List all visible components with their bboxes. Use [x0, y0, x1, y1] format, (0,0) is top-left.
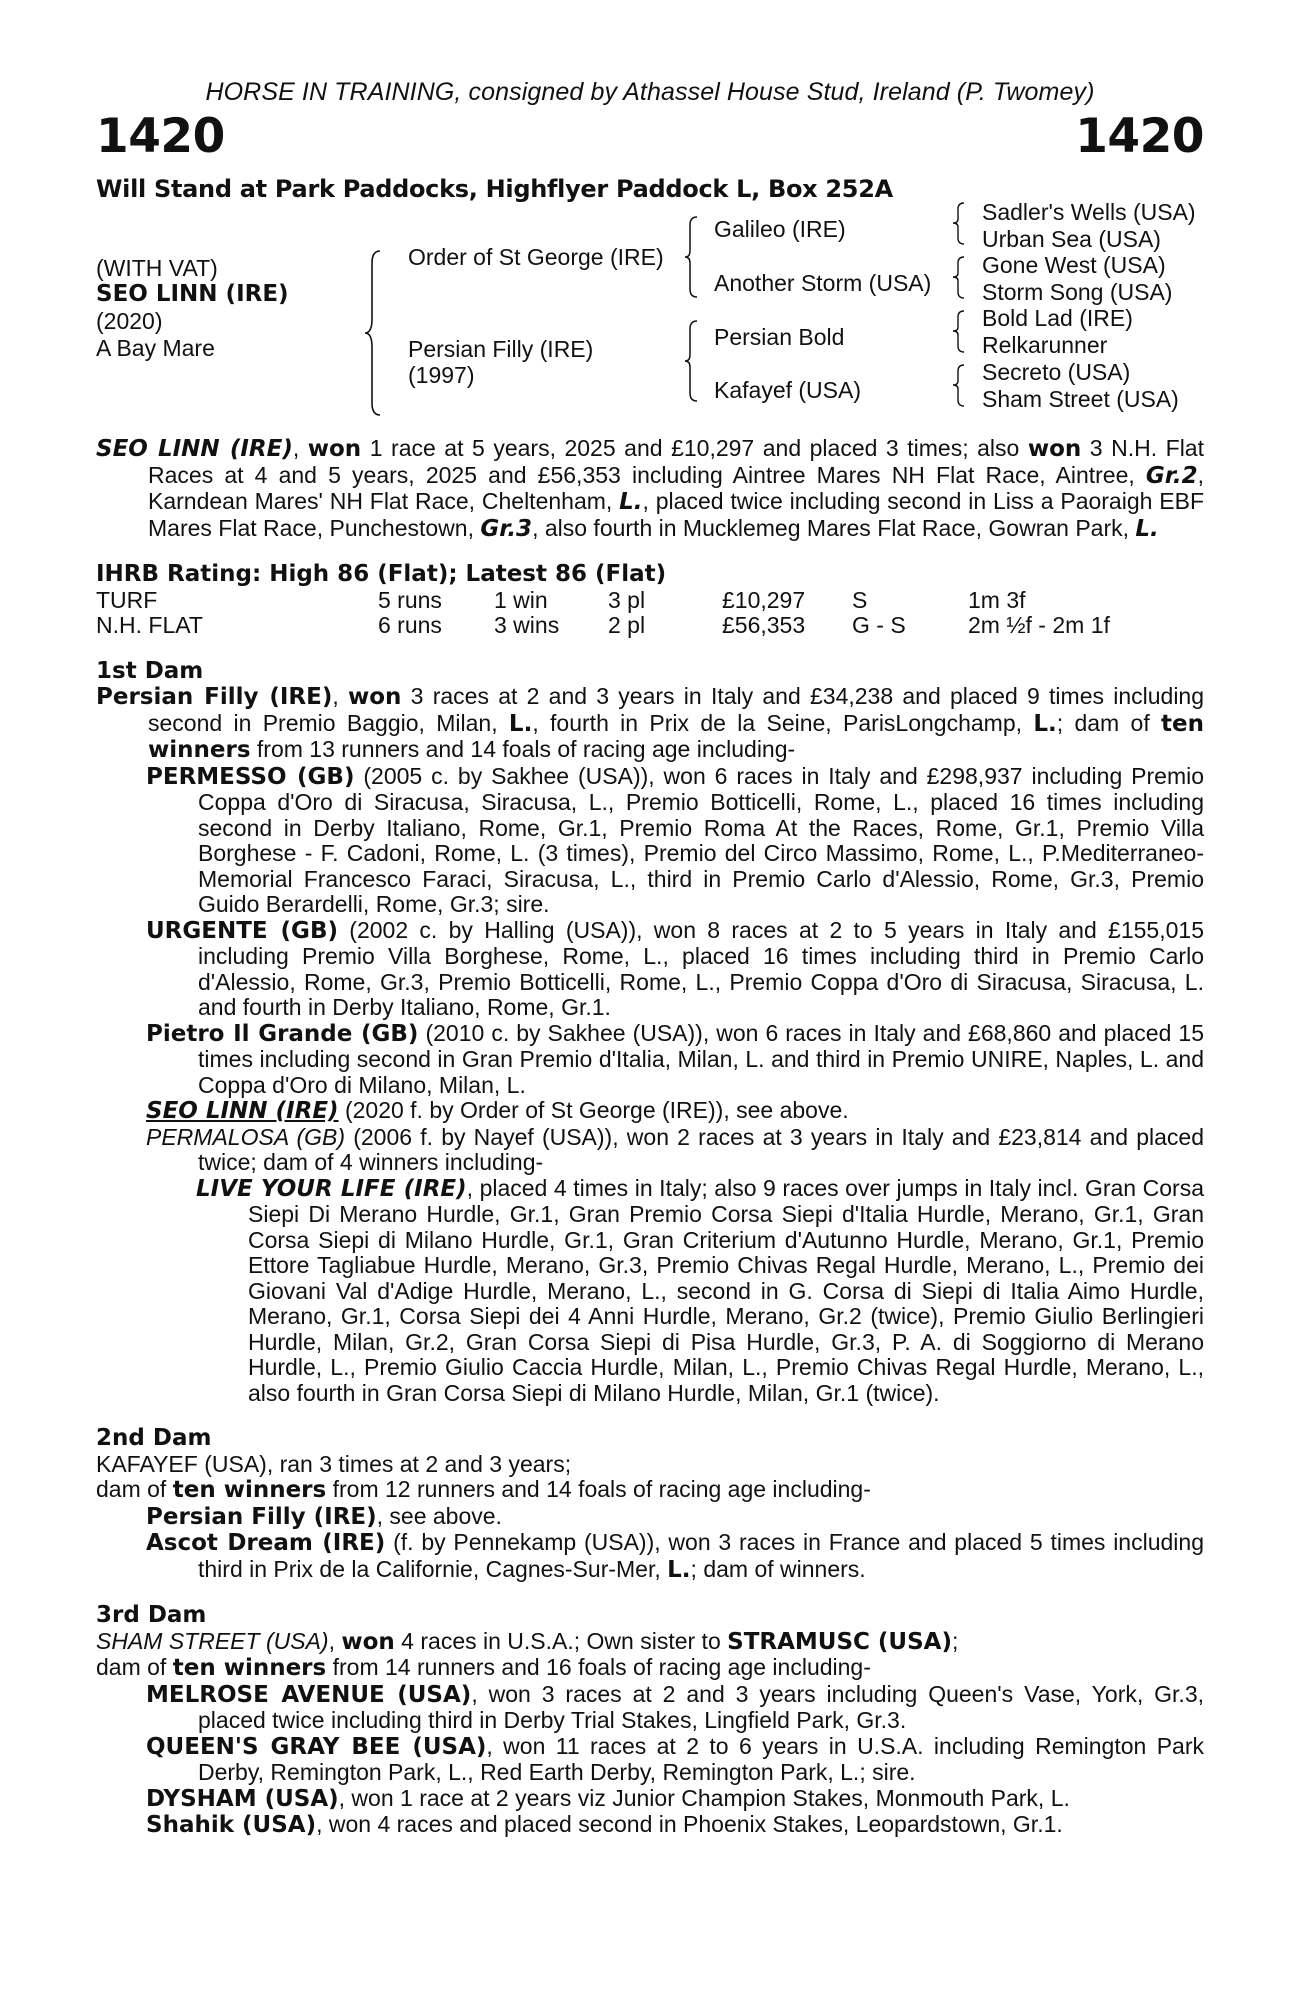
progeny-text: , won 1 race at 2 years viz Junior Champion Stakes, Monmouth Park, L.: [338, 1784, 1070, 1811]
summary-text: 1 race at 5 years, 2025 and £10,297 and placed 3 times; also: [361, 435, 1028, 461]
summary-horse-name: SEO LINN (IRE): [96, 436, 293, 462]
progeny-name: LIVE YOUR LIFE (IRE): [196, 1175, 467, 1202]
record-dist: 2m ½f - 2m 1f: [968, 612, 1110, 638]
summary-text: , placed twice including second in Liss a Paoraigh EBF Mares Flat Race, Punchestown,: [148, 488, 1204, 541]
second-dam-heading: 2nd Dam: [96, 1425, 212, 1451]
progeny-live-your-life: [96, 1176, 1204, 1407]
third-dam-name: SHAM STREET (USA): [96, 1627, 329, 1654]
record-runs: 5 runs: [378, 586, 442, 613]
grade-label: Gr.2: [1145, 462, 1198, 489]
dam-text: , fourth in Prix de la Seine, ParisLongchamp,: [532, 709, 1034, 736]
progeny-pietro: [96, 1021, 1204, 1099]
won-label: won: [348, 684, 402, 710]
second-dam-line: KAFAYEF (USA), ran 3 times at 2 and 3 years;: [96, 1450, 572, 1477]
progeny-name: DYSHAM (USA): [146, 1785, 339, 1812]
progeny-name: PERMALOSA (GB): [146, 1123, 346, 1150]
ten-winners: ten winners: [172, 1655, 327, 1681]
lot-number-row: [96, 109, 1204, 163]
catalogue-page: [96, 78, 1204, 1839]
record-dist: 1m 3f: [968, 586, 1026, 613]
progeny-text: ; dam of winners.: [690, 1555, 866, 1582]
progeny-shahik: [96, 1812, 1204, 1839]
progeny-permalosa: [96, 1125, 1204, 1176]
dam-text: 3 races at 2 and 3 years in Italy and £34,238 and placed 9 times including second in Premio Baggio, Milan,: [148, 683, 1205, 736]
summary-text: , also fourth in Mucklemeg Mares Flat Race, Gowran Park,: [532, 514, 1136, 541]
brace-ds: [952, 309, 966, 355]
record-amt: £56,353: [722, 612, 806, 638]
dam-text: 4 races in U.S.A.; Own sister to: [394, 1627, 728, 1654]
summary-text: 3 N.H. Flat Races at 4 and 5 years, 2025 and £56,353 including Aintree Mares NH Flat Race, Aintree,: [148, 435, 1204, 488]
progeny-queens-gray-bee: [96, 1734, 1204, 1786]
listed-label: L.: [1135, 515, 1159, 542]
first-dam-heading: 1st Dam: [96, 657, 204, 684]
sire-name: Order of St George (IRE): [408, 244, 664, 270]
first-dam-text: [96, 684, 1204, 764]
dam-text: ; dam of: [1056, 709, 1162, 736]
dam-dam-dam: Sham Street (USA): [982, 386, 1179, 412]
progeny-melrose-avenue: [96, 1682, 1204, 1734]
summary-won: won: [307, 436, 362, 462]
summary-text: , Karndean Mares' NH Flat Race, Cheltenham,: [148, 461, 1204, 514]
listed-label: L.: [508, 710, 533, 737]
record-pl: 3 pl: [608, 586, 646, 613]
lot-number-left: 1420: [96, 109, 225, 164]
progeny-urgente: [96, 918, 1204, 1021]
sire-sire-dam: Urban Sea (USA): [982, 226, 1161, 252]
first-dam-name: Persian Filly (IRE): [96, 684, 333, 710]
brace-dam: [684, 319, 700, 403]
horse-summary: [96, 436, 1204, 542]
progeny-text: (2006 f. by Nayef (USA)), won 2 races at 3 years in Italy and £23,814 and placed twice; dam of 4 winners including-: [198, 1123, 1204, 1175]
sire-dam-sire: Gone West (USA): [982, 252, 1166, 278]
second-dam-of: [96, 1477, 1204, 1504]
brace-dd: [952, 363, 966, 409]
stand-location: Will Stand at Park Paddocks, Highflyer Paddock L, Box 252A: [96, 175, 893, 203]
ten-winners: ten winners: [172, 1477, 327, 1503]
dam-text: dam of: [96, 1476, 173, 1502]
dam-text: from 14 runners and 16 foals of racing age including-: [326, 1654, 871, 1680]
horse-name: SEO LINN (IRE): [96, 281, 289, 307]
brace-main: [364, 249, 386, 417]
sire-sire-sire: Sadler's Wells (USA): [982, 199, 1196, 225]
vat-note: (WITH VAT): [96, 255, 218, 281]
progeny-name: QUEEN'S GRAY BEE (USA): [146, 1733, 487, 1760]
progeny-text: (f. by Pennekamp (USA)), won 3 races in France and placed 5 times including third in Prix de la Californie, Cagnes-Sur-Mer,: [198, 1529, 1204, 1582]
record-type: N.H. FLAT: [96, 612, 203, 638]
summary-text: ,: [292, 435, 308, 461]
ten-winners: ten winners: [148, 710, 1205, 763]
record-going: S: [852, 586, 868, 613]
dam-year: (1997): [408, 362, 475, 388]
progeny-name: SEO LINN (IRE): [146, 1098, 339, 1124]
dam-dam-sire: Secreto (USA): [982, 359, 1131, 385]
progeny-text: , placed 4 times in Italy; also 9 races over jumps in Italy incl. Gran Corsa Siepi Di Merano Hurdle, Gr.1, Gran Premio Corsa Siepi d'Italia Hurdle, Merano, Gr.1, Gran Corsa Siepi di Milano Hurdle, Gr.1, Gran Criterium d'Autunno Hurdle, Merano, Gr.1, Premio Ettore Tagliabue Hurdle, Merano, Gr.3, Premio Chivas Regal Hurdle, Merano, L., Premio dei Giovani Val d'Adige Hurdle, Merano, L., second in G. Corsa di Siepi di Italia Aimo Hurdle, Merano, Gr.1, Corsa Siepi dei 4 Anni Hurdle, Merano, Gr.2 (twice), Premio Giulio Berlingieri Hurdle, Milan, Gr.2, Gran Corsa Siepi di Pisa Hurdle, Gr.3, P. A. di Soggiorno di Merano Hurdle, L., Premio Giulio Caccia Hurdle, Milan, L., Premio Chivas Regal Hurdle, Merano, L., also fourth in Gran Corsa Siepi di Milano Hurdle, Milan, Gr.1 (twice).: [248, 1174, 1204, 1406]
dam-dam: Kafayef (USA): [714, 377, 861, 403]
comma: ,: [332, 683, 348, 709]
listed-label: L.: [1033, 710, 1057, 737]
progeny-text: , won 11 races at 2 to 6 years in U.S.A. including Remington Park Derby, Remington Park, L., Red Earth Derby, Remington Park, L.; sire.: [198, 1732, 1204, 1785]
horse-description: A Bay Mare: [96, 335, 215, 361]
progeny-text: (2010 c. by Sakhee (USA)), won 6 races in Italy and £68,860 and placed 15 times including second in Gran Premio d'Italia, Milan, L. and third in Premio UNIRE, Naples, L. and Coppa d'Oro di Milano, Milan, L.: [198, 1019, 1204, 1098]
sire-dam: Another Storm (USA): [714, 270, 932, 296]
grade-label: Gr.3: [480, 515, 533, 542]
dam-sire: Persian Bold: [714, 324, 845, 350]
progeny-name: MELROSE AVENUE (USA): [146, 1681, 472, 1708]
brace-ss: [952, 201, 966, 247]
listed-label: L.: [667, 1556, 691, 1583]
dam-sire-sire: Bold Lad (IRE): [982, 305, 1133, 331]
sister-name: STRAMUSC (USA): [727, 1628, 952, 1655]
progeny-name: PERMESSO (GB): [146, 763, 355, 790]
horse-year: (2020): [96, 308, 163, 334]
third-dam-heading: 3rd Dam: [96, 1602, 207, 1628]
progeny-name: Persian Filly (IRE): [146, 1503, 377, 1530]
brace-sd: [952, 255, 966, 301]
dam-text: from 13 runners and 14 foals of racing age including-: [250, 736, 796, 762]
pedigree-table: [96, 199, 1204, 412]
listed-label: L.: [619, 489, 643, 515]
dam-text: dam of: [96, 1654, 173, 1680]
progeny-seo-linn: [96, 1098, 1204, 1125]
progeny-text: (2020 f. by Order of St George (IRE)), see above.: [338, 1097, 849, 1123]
progeny-ascot-dream: [96, 1530, 1204, 1583]
progeny-text: , won 4 races and placed second in Phoenix Stakes, Leopardstown, Gr.1.: [316, 1811, 1063, 1837]
progeny-persian-filly: [96, 1504, 1204, 1531]
consignment-line: HORSE IN TRAINING, consigned by Athassel House Stud, Ireland (P. Twomey): [205, 78, 1095, 106]
progeny-permesso: [96, 764, 1204, 918]
record-wins: 3 wins: [494, 612, 560, 638]
record-amt: £10,297: [722, 586, 806, 613]
progeny-text: (2002 c. by Halling (USA)), won 8 races at 2 to 5 years in Italy and £155,015 including Premio Villa Borghese, Rome, L., placed 16 times including third in Premio Carlo d'Alessio, Rome, Gr.3, Premio Botticelli, Rome, L., Premio Coppa d'Oro di Siracusa, Siracusa, L. and fourth in Derby Italiano, Rome, Gr.1.: [198, 916, 1204, 1020]
rating-heading: IHRB Rating: High 86 (Flat); Latest 86 (Flat): [96, 561, 667, 587]
dam-text: ;: [952, 1627, 959, 1654]
record-pl: 2 pl: [608, 612, 646, 638]
record-type: TURF: [96, 586, 158, 613]
dam-text: ,: [328, 1627, 342, 1654]
third-dam-line: [96, 1629, 1204, 1656]
sire-dam-dam: Storm Song (USA): [982, 279, 1173, 305]
won-label: won: [341, 1628, 395, 1655]
lot-number-right: 1420: [1075, 109, 1204, 164]
race-record-table: [96, 588, 1204, 639]
record-going: G - S: [852, 612, 906, 638]
summary-won: won: [1027, 436, 1082, 462]
dam-name: Persian Filly (IRE): [408, 336, 594, 362]
dam-text: from 12 runners and 14 foals of racing age including-: [326, 1476, 871, 1502]
sire-sire: Galileo (IRE): [714, 216, 846, 242]
progeny-text: (2005 c. by Sakhee (USA)), won 6 races in Italy and £298,937 including Premio Coppa d'Oro di Siracusa, Siracusa, L., Premio Botticelli, Rome, L., placed 16 times including second in Derby Italiano, Rome, Gr.1, Premio Roma At the Races, Rome, Gr.1, Premio Villa Borghese - F. Cadoni, Rome, L. (3 times), Premio del Circo Massimo, Rome, L., P.Mediterraneo-Memorial Francesco Faraci, Siracusa, L., third in Premio Carlo d'Alessio, Rome, Gr.3, Premio Guido Berardelli, Rome, Gr.3; sire.: [198, 762, 1205, 917]
progeny-name: Shahik (USA): [146, 1812, 317, 1838]
progeny-name: Ascot Dream (IRE): [146, 1530, 386, 1556]
record-wins: 1 win: [494, 586, 548, 613]
progeny-dysham: [96, 1786, 1204, 1813]
dam-sire-dam: Relkarunner: [982, 332, 1108, 358]
record-runs: 6 runs: [378, 612, 442, 638]
progeny-text: , see above.: [376, 1502, 502, 1529]
third-dam-of: [96, 1655, 1204, 1682]
brace-sire: [684, 215, 700, 299]
progeny-name: Pietro Il Grande (GB): [146, 1020, 419, 1047]
progeny-name: URGENTE (GB): [146, 917, 338, 944]
progeny-text: , won 3 races at 2 and 3 years including Queen's Vase, York, Gr.3, placed twice including third in Derby Trial Stakes, Lingfield Park, Gr.3.: [198, 1680, 1205, 1733]
